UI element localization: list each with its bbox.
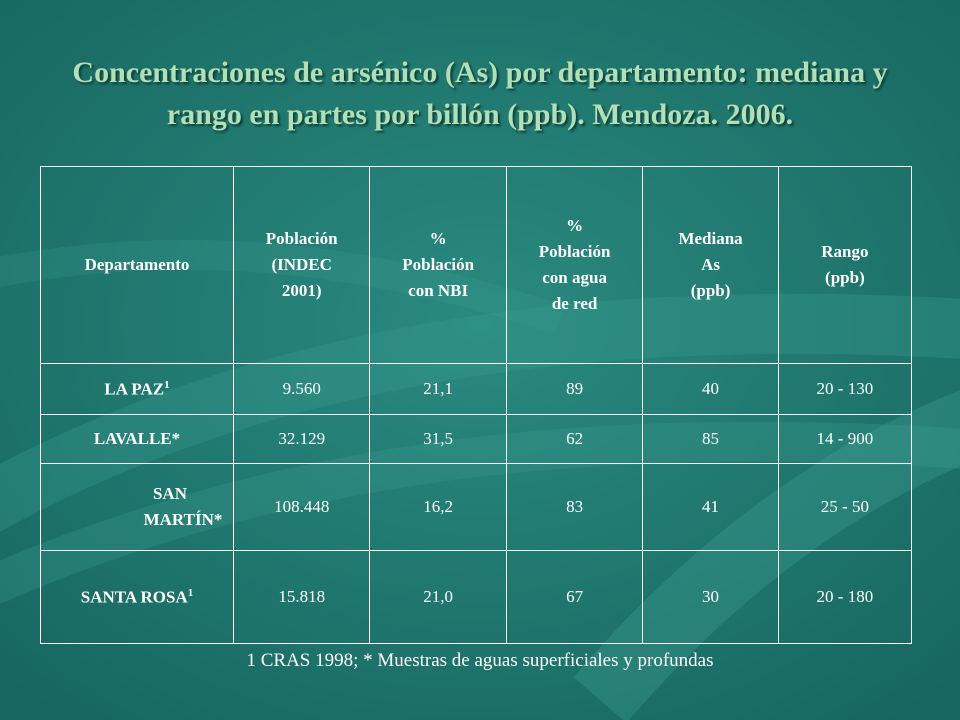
cell-mediana: 30 [643,551,778,644]
header-rango: Rango (ppb) [778,167,911,364]
header-nbi: % Población con NBI [370,167,506,364]
cell-nbi: 16,2 [370,464,506,551]
cell-rango: 20 - 180 [778,551,911,644]
cell-poblacion: 15.818 [233,551,369,644]
table-header-row [41,167,912,364]
arsenic-table [40,166,912,644]
table-row [41,464,912,551]
cell-poblacion: 32.129 [233,415,369,464]
cell-agua: 67 [506,551,642,644]
cell-rango: 14 - 900 [778,415,911,464]
table-row [41,415,912,464]
cell-departamento: SAN MARTÍN* [41,464,234,551]
cell-poblacion: 108.448 [233,464,369,551]
cell-mediana: 40 [643,364,778,415]
cell-nbi: 21,1 [370,364,506,415]
cell-departamento: SANTA ROSA$^1$ [41,551,234,644]
cell-agua: 83 [506,464,642,551]
cell-rango: 20 - 130 [778,364,911,415]
header-agua-de-red: % Población con agua de red [506,167,642,364]
cell-agua: 89 [506,364,642,415]
cell-departamento: LAVALLE* [41,415,234,464]
header-departamento: Departamento [41,167,234,364]
table-row [41,364,912,415]
slide-title: Concentraciones de arsénico (As) por departamento: mediana y rango en partes por billón (ppb). Mendoza. 2006. [72,56,888,131]
header-poblacion: Población (INDEC 2001) [233,167,369,364]
cell-poblacion: 9.560 [233,364,369,415]
cell-mediana: 41 [643,464,778,551]
cell-nbi: 31,5 [370,415,506,464]
table-row [41,551,912,644]
cell-mediana: 85 [643,415,778,464]
cell-nbi: 21,0 [370,551,506,644]
cell-departamento: LA PAZ$^1$ [41,364,234,415]
cell-agua: 62 [506,415,642,464]
footnote: 1 CRAS 1998; * Muestras de aguas superficiales y profundas [246,650,714,671]
cell-rango: 25 - 50 [778,464,911,551]
header-mediana: Mediana As (ppb) [643,167,778,364]
